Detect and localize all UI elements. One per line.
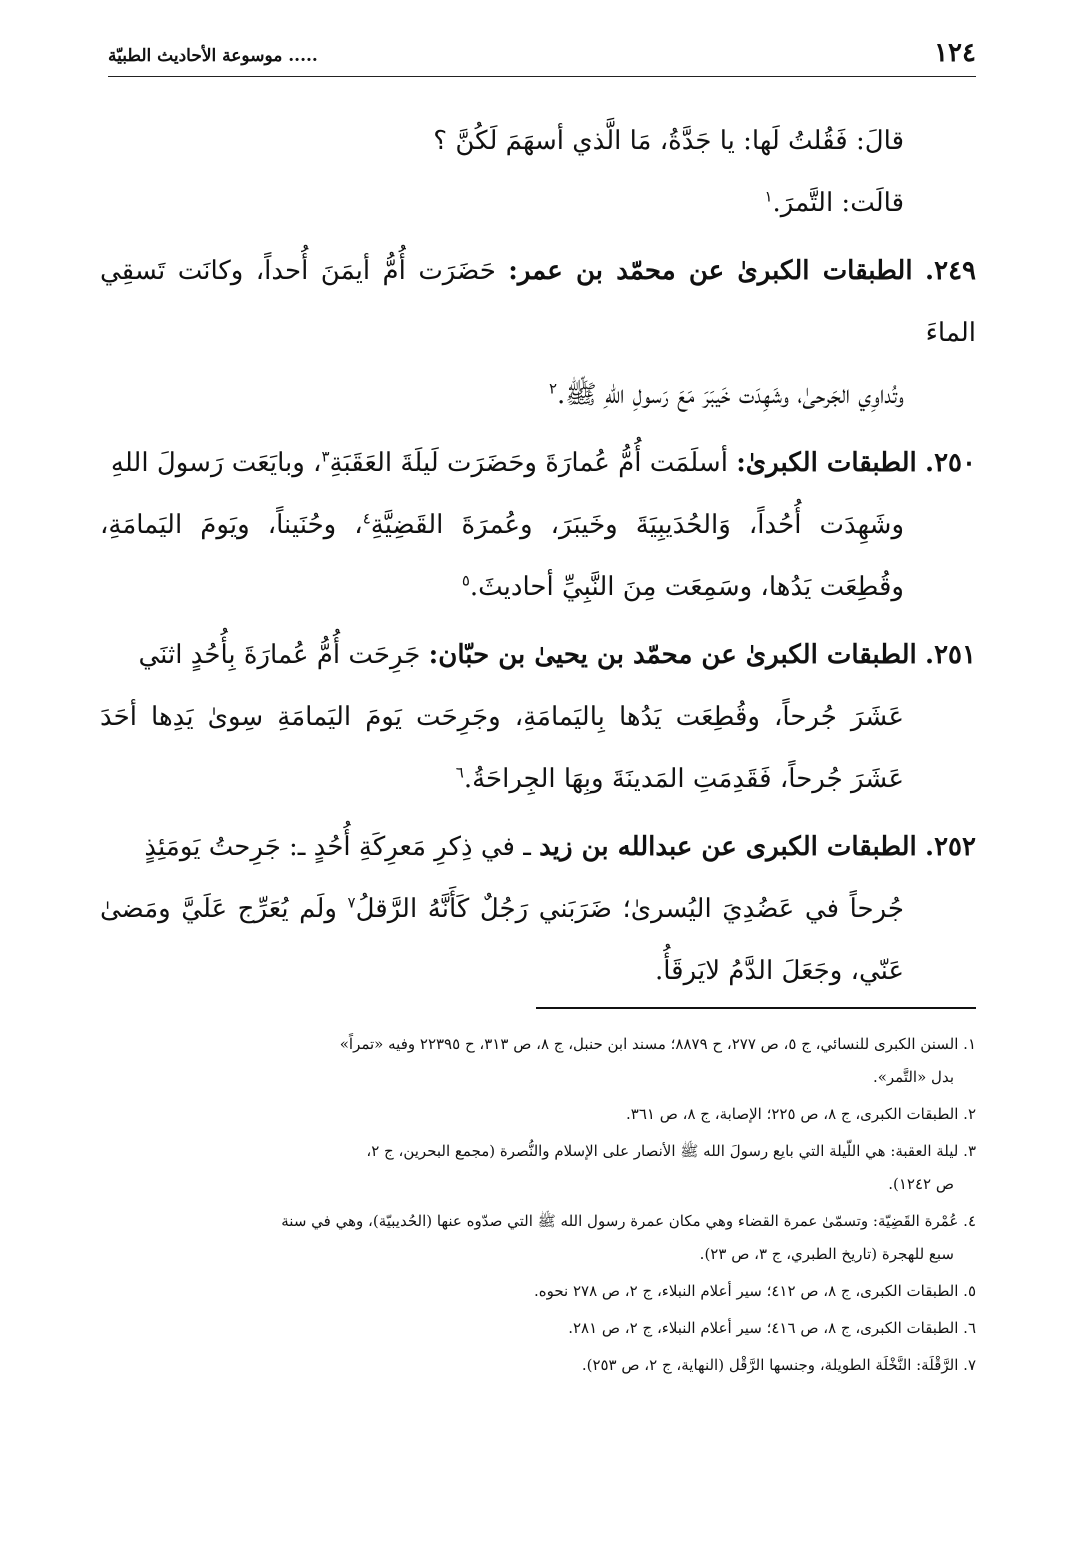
footnote-marker: ٣	[321, 447, 330, 466]
quote-text: قالَت: التَّمرَ.	[772, 188, 904, 218]
page-number: ١٢٤	[934, 38, 976, 68]
hadith-entry	[100, 816, 976, 1002]
header-rule	[108, 76, 976, 77]
footnote	[104, 1028, 976, 1094]
footnote	[104, 1349, 976, 1382]
entry-text: ولَم يُعَرِّج عَلَيَّ ومَضىٰ عَنّي، وجَعَلَ الدَّمُ لايَرقَأُ.	[100, 894, 904, 986]
entry-number: ٢٥٠.	[925, 448, 976, 478]
footnote-number: ١.	[963, 1035, 976, 1053]
footnote-rule	[536, 1007, 976, 1009]
hadith-entry	[100, 240, 976, 426]
entry-text: ، وحُنَيناً، ويَومَ اليَمامَةِ، وقُطِعَت يَدُها، وسَمِعَت مِنَ النَّبِيِّ أحاديثَ.	[100, 510, 904, 602]
footnote-number: ٥.	[963, 1282, 976, 1300]
quote-line	[100, 172, 904, 234]
main-text	[100, 110, 976, 1002]
hadith-entry	[100, 432, 976, 618]
entry-text: وشَهِدَت أُحُداً، وَالحُدَيبِيَةَ وخَيبَرَ، وعُمرَةَ القَضِيَّةِ	[370, 510, 904, 540]
footnote-text: سبع للهجرة (تاريخ الطبري، ج ٣، ص ٢٣).	[699, 1245, 954, 1263]
entry-continuation	[100, 364, 904, 426]
footnote-marker: ٥	[461, 571, 470, 590]
footnote	[104, 1205, 976, 1271]
entry-text: وتُداوِي الجَرحىٰ، وشَهِدَت خَيبَرَ مَعَ رَسولِ اللهِ ﷺ.	[557, 380, 904, 410]
entry-text: عَشَرَ جُرحاً، وقُطِعَت يَدُها بِاليَمامَةِ، وجَرِحَت يَومَ اليَمامَةِ سِوىٰ يَدِها أحَدَ عَشَرَ جُرحاً، فَقَدِمَتِ المَدينَةَ وبِهَا الجِراحَةُ.	[100, 702, 904, 794]
footnote-text: ليلة العقبة: هي اللّيلة التي بايع رسولَ الله ﷺ الأنصار على الإسلام والنُّصرة (مجمع البحرين، ج ٢،	[366, 1142, 959, 1160]
footnote-marker: ١	[764, 187, 773, 206]
entry-number: ٢٥١.	[925, 640, 976, 670]
entry-source: الطبقات الكبرىٰ:	[736, 448, 917, 478]
entry-continuation	[100, 686, 904, 810]
footnote-text: الطبقات الكبرى، ج ٨، ص ٤١٢؛ سير أعلام النبلاء، ج ٢، ص ٢٧٨ نحوه.	[533, 1282, 959, 1300]
entry-number: ٢٥٢.	[925, 832, 976, 862]
entry-text: جُرحاً في عَضُدِيَ اليُسرىٰ؛ ضَرَبَني رَجُلٌ كَأَنَّهُ الرَّقلُ	[355, 894, 904, 924]
hadith-entry	[100, 624, 976, 810]
footnote-text: بدل «التَّمر».	[872, 1068, 954, 1086]
footnote-number: ٣.	[963, 1142, 976, 1160]
footnote-number: ٦.	[963, 1319, 976, 1337]
entry-text: ـ في ذِكرِ مَعرِكَةِ أُحُدٍ ـ: جَرِحتُ يَومَئِذٍ	[144, 832, 531, 862]
footnote-text: الطبقات الكبرى، ج ٨، ص ٢٢٥؛ الإصابة، ج ٨، ص ٣٦١.	[626, 1105, 959, 1123]
footnote	[104, 1312, 976, 1345]
running-head: ..... موسوعة الأحاديث الطبيّة	[108, 46, 318, 66]
quote-text: قالَ: فَقُلتُ لَها: يا جَدَّةُ، مَا الَّذي أسهَمَ لَكُنَّ ؟	[433, 126, 904, 156]
footnote-marker: ٢	[548, 379, 558, 398]
footnote	[104, 1098, 976, 1131]
entry-text: حَضَرَت أُمُّ أيمَنَ أُحداً، وكانَت تَسقِي الماءَ	[100, 256, 976, 348]
footnote-text: الرَّقْلَة: النَّخْلَة الطويلة، وجنسها الرَّقْل (النهاية، ج ٢، ص ٢٥٣).	[581, 1356, 959, 1374]
entry-number: ٢٤٩.	[925, 256, 977, 286]
footnote-text: السنن الكبرى للنسائي، ج ٥، ص ٢٧٧، ح ٨٨٧٩؛ مسند ابن حنبل، ج ٨، ص ٣١٣، ح ٢٢٣٩٥ وفيه «تمراً»	[339, 1035, 959, 1053]
entry-source: الطبقات الكبرىٰ عن محمّد بن عمر:	[508, 256, 913, 286]
footnote-marker: ٤	[362, 509, 371, 528]
footnote-marker: ٧	[347, 893, 356, 912]
entry-continuation	[100, 494, 904, 618]
entry-text: ، وبايَعَت رَسولَ اللهِ	[110, 448, 322, 478]
entry-text: جَرِحَت أُمُّ عُمارَةَ بِأُحُدٍ اثنَي	[138, 640, 421, 670]
footnote-number: ٧.	[963, 1356, 976, 1374]
footnote-text: ص ١٢٤٢).	[888, 1175, 954, 1193]
footnote-text: عُمْرة القَضِيّة: وتسمّىٰ عمرة القضاء وهي مكان عمرة رسول الله ﷺ التي صدّوه عنها (الحُديبيّة)، وهي في سنة	[281, 1212, 959, 1230]
footnote-number: ٢.	[963, 1105, 976, 1123]
quote-line	[100, 110, 904, 172]
footnote-marker: ٦	[455, 763, 464, 782]
entry-continuation	[100, 878, 904, 1002]
footnote-number: ٤.	[963, 1212, 976, 1230]
footnote	[104, 1275, 976, 1308]
footnote-text: الطبقات الكبرى، ج ٨، ص ٤١٦؛ سير أعلام النبلاء، ج ٢، ص ٢٨١.	[568, 1319, 959, 1337]
footnotes	[104, 1028, 976, 1386]
entry-source: الطبقات الكبرىٰ عن محمّد بن يحيىٰ بن حبّان:	[428, 640, 917, 670]
footnote	[104, 1135, 976, 1201]
entry-text: أسلَمَت أُمُّ عُمارَةَ وحَضَرَت لَيلَةَ العَقَبَةِ	[329, 448, 728, 478]
entry-source: الطبقات الكبرى عن عبدالله بن زيد	[539, 832, 917, 862]
